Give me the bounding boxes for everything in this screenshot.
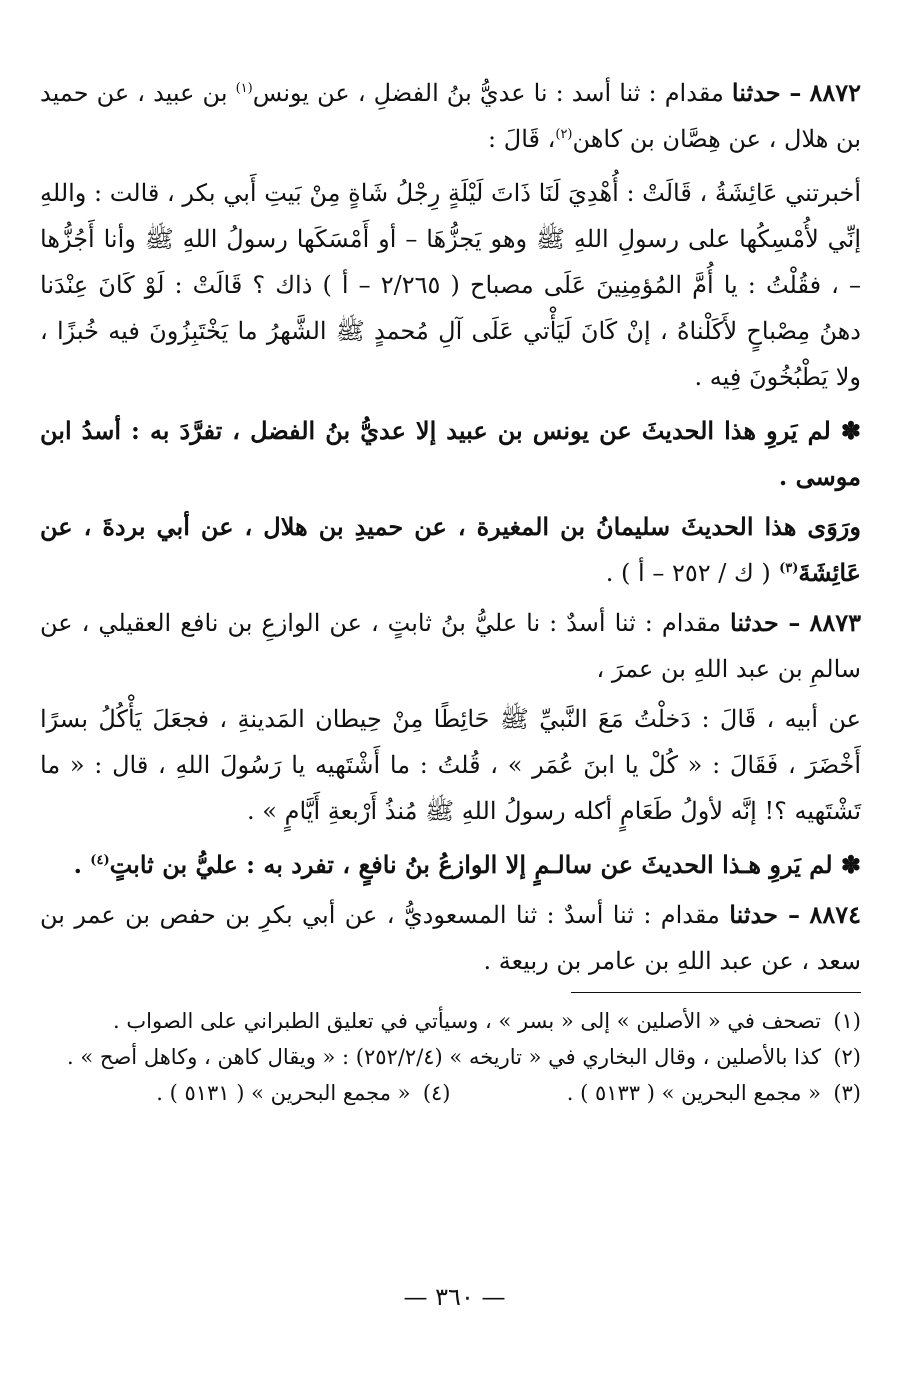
footnote-1 bbox=[40, 1003, 861, 1039]
footnote-ref[interactable]: (٢) bbox=[555, 127, 573, 142]
footnote-ref[interactable]: (٣) bbox=[779, 561, 799, 576]
hadith-lead: – حدثنا bbox=[730, 608, 801, 637]
footnote-text: « مجمع البحرين » ( ٥١٣٣ ) . bbox=[566, 1081, 821, 1105]
footnote-text: تصحف في « الأصلين » إلى « بسر » ، وسيأتي في تعليق الطبراني على الصواب . bbox=[113, 1009, 821, 1033]
hadith-lead: – حدثنا bbox=[731, 78, 802, 107]
isnad-text: بن عبيد ، عن حميد بن هلال ، عن هِصَّان بن كاهن bbox=[40, 79, 861, 153]
footnote-number: (٤) bbox=[422, 1081, 451, 1105]
footnote-ref[interactable]: (١) bbox=[235, 81, 253, 96]
footnote-text: « مجمع البحرين » ( ٥١٣١ ) . bbox=[156, 1081, 411, 1105]
isnad-text: مقدام : ثنا أسد : نا عديُّ بنُ الفضلِ ، عن يونس bbox=[252, 79, 724, 107]
footnote-ref[interactable]: (٤) bbox=[90, 853, 110, 868]
commentary-end: . bbox=[73, 850, 82, 879]
footnote-number: (١) bbox=[833, 1009, 861, 1033]
hadith-8872-isnad bbox=[40, 70, 861, 162]
alternate-chain-text: ورَوَى هذا الحديثَ سليمانُ بن المغيرة ، عن حميدِ بن هلال ، عن أبي بردةَ ، عن عَائِشَةَ bbox=[40, 512, 861, 587]
hadith-lead: – حدثنا bbox=[729, 900, 801, 929]
footnote-number: (٢) bbox=[833, 1045, 861, 1069]
alternate-chain bbox=[40, 504, 861, 596]
isnad-text: ، قَالَ : bbox=[488, 125, 556, 153]
footnote-number: (٣) bbox=[833, 1081, 861, 1105]
footnote-divider bbox=[571, 992, 861, 993]
isnad-text: مقدام : ثنا أسدٌ : نا عليُّ بنُ ثابتٍ ، عن الوازعِ بن نافع العقيلي ، عن سالمِ بن عبد اللهِ بن عمرَ ، bbox=[40, 609, 861, 683]
page-number: — ٣٦٠ — bbox=[403, 1283, 506, 1311]
hadith-number: ٨٨٧٣ bbox=[809, 608, 861, 637]
commentary-8872: ✽ لم يَروِ هذا الحديثَ عن يونس بن عبيد إلا عديُّ بنُ الفضل ، تفرَّدَ به : أسدُ ابن موسى . bbox=[40, 416, 861, 491]
hadith-8872-matn: أخبرتني عَائِشَةُ ، قَالَتْ : أُهْدِيَ لَنَا ذَاتَ لَيْلَةٍ رِجْلُ شَاةٍ مِنْ بَيتِ أَبي بكر ، قالت : واللهِ إنِّي لأُمْسِكُها على رسولِ اللهِ ﷺ وهو يَجزُّهَا – أو أَمْسَكَها رسولُ اللهِ ﷺ وأنا أَجُزُّها – ، فقُلْتُ : يا أُمَّ المُؤمِنِينَ عَلَى مصباح ( ٢/٢٦٥ – أ ) ذاك ؟ قَالَتْ : لَوْ كَانَ عِنْدَنا دهنُ مِصْباحٍ لأَكَلْناهُ ، إنْ كَانَ لَيَأْتي عَلَى آلِ مُحمدٍ ﷺ الشَّهرُ ما يَخْتَبِزُونَ فيه خُبزًا ، ولا يَطْبُخُونَ فِيه . bbox=[40, 179, 862, 391]
commentary-8873 bbox=[40, 842, 861, 888]
isnad-text: مقدام : ثنا أسدٌ : ثنا المسعوديُّ ، عن أبي بكرِ بن حفص بن عمر بن سعد ، عن عبد اللهِ بن عامر بن ربيعة . bbox=[40, 901, 861, 975]
footnote-4 bbox=[40, 1075, 451, 1111]
footnote-3 bbox=[451, 1075, 862, 1111]
hadith-8874-isnad bbox=[40, 892, 861, 984]
hadith-number: ٨٨٧٢ bbox=[809, 78, 861, 107]
commentary-text: ✽ لم يَروِ هـذا الحديثَ عن سالـمٍ إلا الوازعُ بنُ نافعٍ ، تفرد به : عليُّ بن ثابتٍ bbox=[109, 850, 861, 879]
footnote-text: كذا بالأصلين ، وقال البخاري في « تاريخه » (٢٥٢/٢/٤) : « ويقال كاهن ، وكاهل أصح » . bbox=[67, 1045, 821, 1069]
hadith-8873-isnad bbox=[40, 600, 861, 692]
hadith-8873-matn: عن أبيه ، قَالَ : دَخلْتُ مَعَ النَّبيِّ ﷺ حَائِطًا مِنْ حِيطان المَدينةِ ، فجعَلَ يَأْكُلُ بسرًا أَخْضَرَ ، فَقَالَ : « كُلْ يا ابنَ عُمَر » ، قُلتُ : ما أَشْتَهيه يا رَسُولَ اللهِ ، قال : « ما تَشْتَهيه ؟! إنَّه لأولُ طَعَامٍ أكله رسولُ اللهِ ﷺ مُنذُ أَرْبعةِ أَيَّامٍ » . bbox=[40, 705, 861, 825]
hadith-number: ٨٨٧٤ bbox=[809, 900, 861, 929]
footnote-row-3-4 bbox=[40, 1075, 861, 1111]
footnote-2 bbox=[40, 1039, 861, 1075]
manuscript-ref: ( ك / ٢٥٢ – أ ) . bbox=[605, 559, 771, 587]
